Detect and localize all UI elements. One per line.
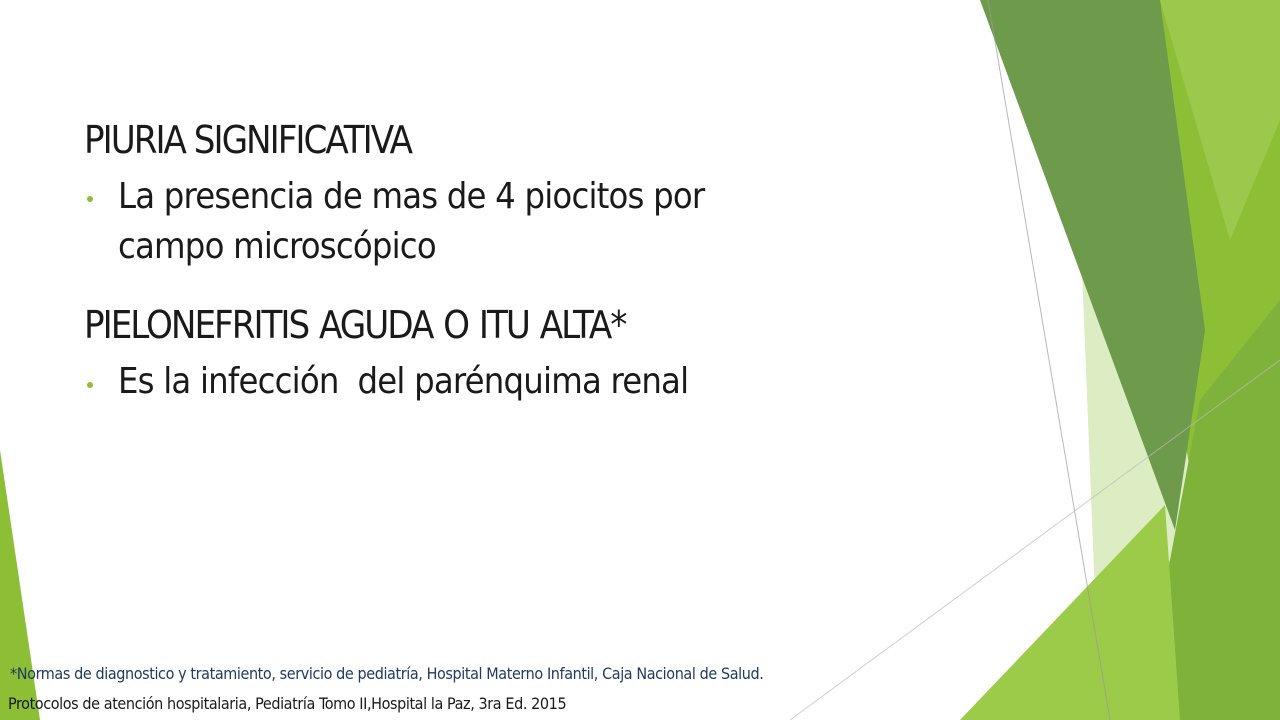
bottom-green-triangle: [960, 505, 1180, 720]
bullet-2-text: Es la infección del parénquima renal: [118, 361, 689, 402]
bullet-dot-2: [87, 382, 93, 388]
footnote-protocolos: Protocolos de atención hospitalaria, Pediatría Tomo II,Hospital la Paz, 3ra Ed. 2015: [8, 694, 567, 713]
bullet-1-line-2: campo microscópico: [118, 226, 436, 267]
bullet-1-line-1: La presencia de mas de 4 piocitos por: [118, 176, 705, 217]
heading-pielonefritis: PIELONEFRITIS AGUDA O ITU ALTA*: [84, 303, 626, 347]
footnote-normas: *Normas de diagnostico y tratamiento, servicio de pediatría, Hospital Materno Infantil, Caja Nacional de Salud.: [10, 664, 764, 683]
bullet-dot-1: [87, 196, 93, 202]
heading-piuria: PIURIA SIGNIFICATIVA: [84, 118, 412, 162]
